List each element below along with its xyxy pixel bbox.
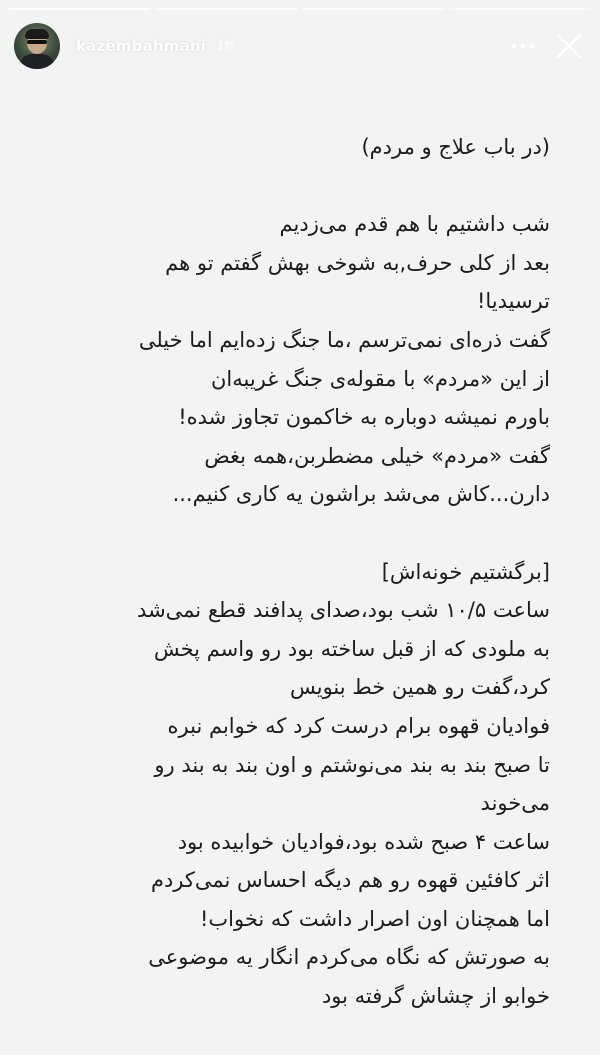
progress-segment [8,8,151,10]
close-icon[interactable] [552,29,586,63]
text-line: خوابو از چشاش گرفته بود [321,984,550,1009]
text-line: بعد از کلی حرف,به شوخی بهش گفتم تو هم [165,250,550,275]
text-line: می‌خوند [480,791,550,816]
story-paragraph-home [40,553,550,1016]
progress-segment [449,8,592,10]
text-line: [برگشتیم خونه‌اش] [381,559,550,584]
text-line: اما همچنان اون اصرار داشت که نخواب! [199,906,550,931]
text-line: شب داشتیم با هم قدم می‌زدیم [279,212,550,237]
text-line: باورم نمیشه دوباره به خاکمون تجاوز شده! [178,405,550,430]
text-line: کرد،گفت رو همین خط بنویس [289,675,550,700]
avatar[interactable] [14,23,60,69]
story-title-paragraph [40,128,550,167]
story-header [14,20,586,72]
text-line: گفت ذره‌ای نمی‌ترسم ،ما جنگ زده‌ایم اما خیلی [138,327,550,352]
text-line: (در باب علاج و مردم) [361,135,550,159]
username[interactable]: kazembahmani [76,37,207,55]
story-text [40,128,550,1016]
text-line: به صورتش که نگاه می‌کردم انگار یه موضوعی [148,945,550,970]
progress-segment [302,8,445,10]
text-line: ساعت ۱۰/۵ شب بود،صدای پدافند قطع نمی‌شد [137,598,550,623]
text-line: ساعت ۴ صبح شده بود،فوادیان خوابیده بود [177,829,550,854]
text-line: از این «مردم» با مقوله‌ی جنگ غریبه‌ان [210,366,550,391]
text-line: فوادیان قهوه برام درست کرد که خوابم نبره [167,713,550,738]
progress-segment [155,8,298,10]
text-line: تا صبح بند به بند می‌نوشتم و اون بند به بند رو [154,752,550,777]
story-progress-bar [8,8,592,10]
timestamp: 1h [216,38,234,54]
text-line: گفت «مردم» خیلی مضطربن،همه بغض [204,443,550,468]
text-line: به ملودی که از قبل ساخته بود رو واسم پخش [153,636,550,661]
story-paragraph-walk [40,205,550,514]
text-line: دارن...کاش می‌شد براشون یه کاری کنیم... [172,482,550,507]
text-line: ترسیدیا! [476,289,550,314]
text-line: اثر کافئین قهوه رو هم دیگه احساس نمی‌کردم [150,868,550,893]
more-horizontal-icon[interactable] [508,31,538,61]
